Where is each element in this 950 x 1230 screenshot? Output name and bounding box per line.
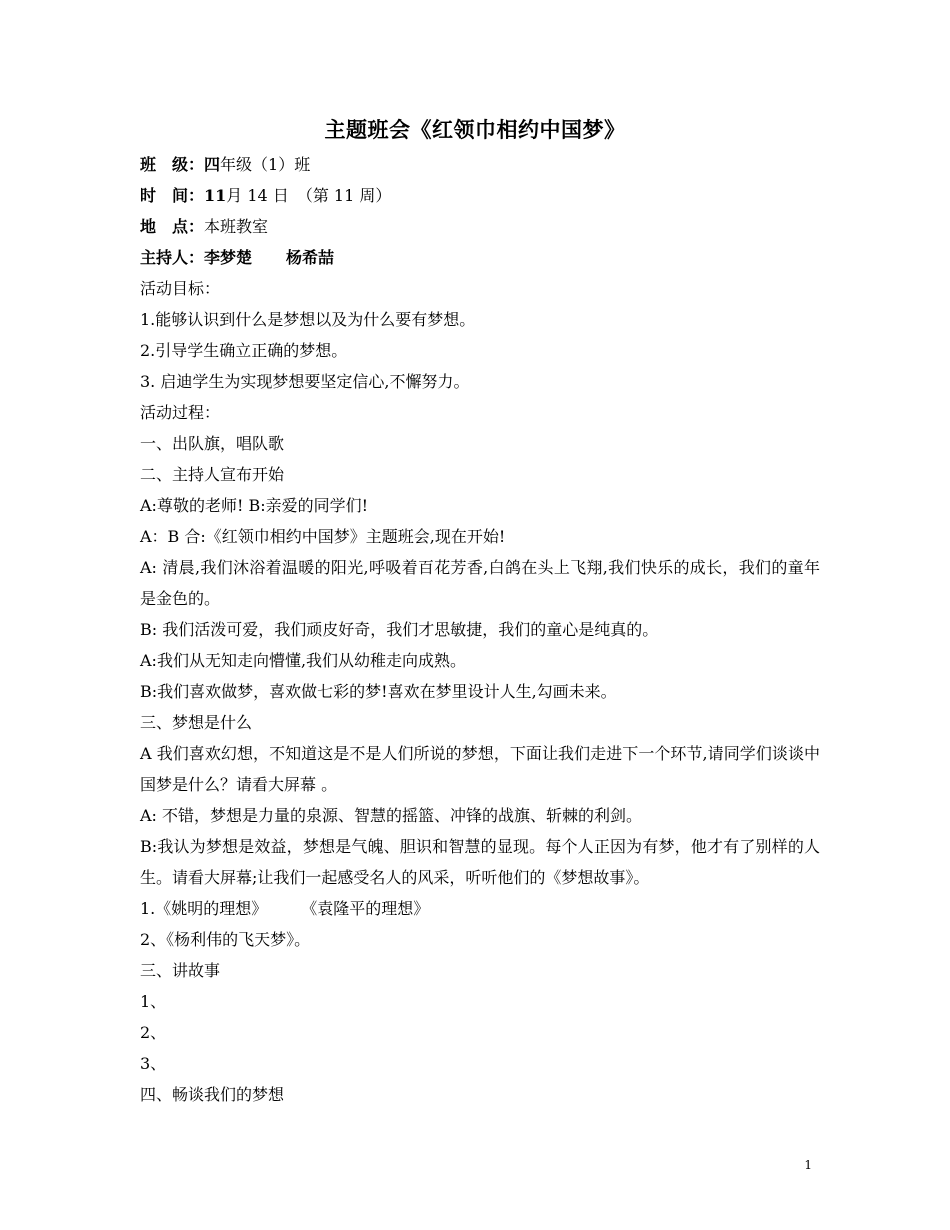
- meta-time: [140, 180, 820, 211]
- text-line: 1.能够认识到什么是梦想以及为什么要有梦想。: [140, 310, 476, 329]
- meta-class: [140, 149, 820, 180]
- text-line: 活动目标：: [140, 279, 221, 298]
- meta-host: [140, 242, 820, 273]
- text-line: 3、: [140, 1054, 167, 1073]
- document-body: [140, 149, 820, 1110]
- time-label: 时 间：: [140, 186, 205, 205]
- class-value-bold: 四: [204, 155, 221, 174]
- text-line: 三、梦想是什么: [140, 713, 253, 732]
- class-label: 班 级：: [140, 155, 205, 174]
- time-value: 月 14 日 （第 11 周）: [226, 186, 392, 205]
- place-label: 地 点：: [140, 217, 205, 236]
- text-line: 活动过程：: [140, 403, 221, 422]
- text-line: 三、讲故事: [140, 961, 221, 980]
- host-name-1: 李梦楚: [204, 248, 253, 267]
- text-line: 一、出队旗，唱队歌: [140, 434, 285, 453]
- text-line: 3. 启迪学生为实现梦想要坚定信心,不懈努力。: [140, 372, 470, 391]
- text-line: A: 不错，梦想是力量的泉源、智慧的摇篮、冲锋的战旗、斩棘的利剑。: [140, 806, 643, 825]
- text-line: 2、: [140, 1023, 167, 1042]
- meta-place: [140, 211, 820, 242]
- text-line: A:尊敬的老师! B:亲爱的同学们!: [140, 496, 369, 515]
- text-line: B: 我们活泼可爱，我们顽皮好奇，我们才思敏捷，我们的童心是纯真的。: [140, 620, 659, 639]
- host-name-2: 杨希喆: [286, 248, 335, 267]
- host-label: 主持人：: [140, 248, 205, 267]
- story-title: 《袁隆平的理想》: [301, 899, 430, 918]
- time-value-bold: 11: [204, 186, 227, 205]
- document-title: 主题班会《红领巾相约中国梦》: [324, 117, 626, 142]
- page-number: 1: [804, 1158, 812, 1172]
- text-line: A:我们从无知走向懵懂,我们从幼稚走向成熟。: [140, 651, 467, 670]
- text-line: 四、畅谈我们的梦想: [140, 1085, 285, 1104]
- story-line: [140, 893, 820, 924]
- text-line: 二、主持人宣布开始: [140, 465, 285, 484]
- class-value: 年级（1）班: [220, 155, 311, 174]
- place-value: 本班教室: [204, 217, 269, 236]
- text-line: B:我们喜欢做梦，喜欢做七彩的梦!喜欢在梦里设计人生,勾画未来。: [140, 682, 617, 701]
- text-paragraph: B:我认为梦想是效益，梦想是气魄、胆识和智慧的显现。每个人正因为有梦，他才有了别样的人生。请看大屏幕;让我们一起感受名人的风采，听听他们的《梦想故事》。: [140, 837, 820, 887]
- text-line: 2.引导学生确立正确的梦想。: [140, 341, 348, 360]
- text-paragraph: A: 清晨,我们沐浴着温暖的阳光,呼吸着百花芳香,白鸽在头上飞翔,我们快乐的成长，我们的童年是金色的。: [140, 558, 820, 608]
- text-line: A：B 合:《红领巾相约中国梦》主题班会,现在开始!: [140, 527, 506, 546]
- text-line: 2、《杨利伟的飞天梦》。: [140, 930, 311, 949]
- text-paragraph: A 我们喜欢幻想，不知道这是不是人们所说的梦想，下面让我们走进下一个环节,请同学们谈谈中国梦是什么？请看大屏幕 。: [140, 744, 820, 794]
- text-line: 1、: [140, 992, 167, 1011]
- story-title: 1.《姚明的理想》: [140, 899, 268, 918]
